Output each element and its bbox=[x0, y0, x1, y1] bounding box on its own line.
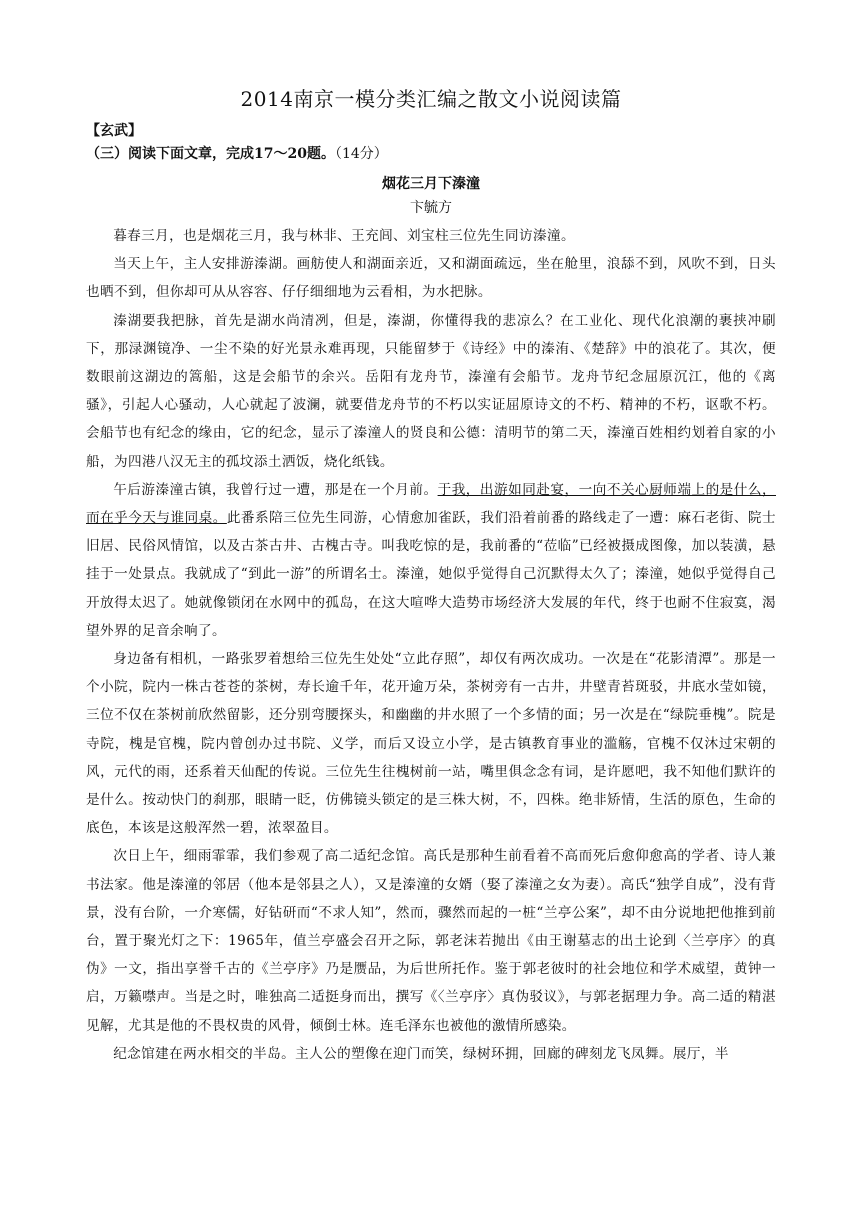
article-author: 卞毓方 bbox=[410, 200, 452, 216]
paragraph-2: 当天上午，主人安排游溱湖。画舫使人和湖面亲近，又和湖面疏远，坐在舱里，浪舔不到，风吹不到，日头也晒不到，但你却可从从容容、仔仔细细地为云看相，为水把脉。 bbox=[86, 256, 776, 301]
question-score: （14分） bbox=[334, 146, 388, 162]
underlined-sentence: 于我，出游如同赴宴，一向不关心厨师端上的是什么，而在乎今天与谁同桌。 bbox=[86, 481, 776, 527]
question-instruction: （三）阅读下面文章，完成17～20题。 bbox=[86, 146, 335, 162]
article-title: 烟花三月下溱潼 bbox=[382, 176, 480, 192]
paragraph-3: 溱湖要我把脉，首先是湖水尚清冽，但是，溱湖，你懂得我的悲凉么？在工业化、现代化浪潮的裹挟冲刷下，那渌渊镜净、一尘不染的好光景永难再现，只能留梦于《诗经》中的溱洧、《楚辞》中的浪花了。其次，便数眼前这湖边的篙船，这是会船节的余兴。岳阳有龙舟节，溱潼有会船节。龙舟节纪念屈原沉江，他的《离骚》，引起人心骚动，人心就起了波澜，就要借龙舟节的不朽以实证屈原诗文的不朽、精神的不朽，讴歌不朽。会船节也有纪念的缘由，它的纪念，显示了溱潼人的贤良和公德：清明节的第二天，溱潼百姓相约划着自家的小船，为四港八汉无主的孤坟添土洒饭，烧化纸钱。 bbox=[86, 312, 776, 470]
paragraph-5: 身边备有相机，一路张罗着想给三位先生处处“立此存照”，却仅有两次成功。一次是在“花影清潭”。那是一个小院，院内一株古苍苍的茶树，寿长逾千年，花开逾万朵，茶树旁有一古井，井壁青苔斑驳，井底水莹如镜，三位不仅在茶树前欣然留影，还分别弯腰探头，和幽幽的井水照了一个多情的面；另一次是在“绿院垂槐”。院是寺院，槐是官槐，院内曾创办过书院、义学，而后又设立小学，是古镇教育事业的滥觞，官槐不仅沐过宋朝的风，元代的雨，还系着天仙配的传说。三位先生往槐树前一站，嘴里俱念念有词，是许愿吧，我不知他们默许的是什么。按动快门的刹那，眼睛一眨，仿佛镜头锁定的是三株大树，不，四株。绝非矫情，生活的原色，生命的底色，本该是这般浑然一碧，浓翠盈目。 bbox=[86, 651, 776, 837]
document-title: 2014南京一模分类汇编之散文小说阅读篇 bbox=[240, 87, 622, 111]
paragraph-7: 纪念馆建在两水相交的半岛。主人公的塑像在迎门而笑，绿树环拥，回廊的碑刻龙飞凤舞。展厅，半 bbox=[113, 1045, 729, 1062]
paragraph-4 bbox=[86, 476, 776, 645]
paragraph-4-rest: 此番系陪三位先生同游，心情愈加雀跃，我们沿着前番的路线走了一遭：麻石老街、院士旧居、民俗风情馆，以及古茶古井、古槐古寺。叫我吃惊的是，我前番的“莅临”已经被摄成图像，加以装潢，悬挂于一处景点。我就成了“到此一游”的所谓名士。溱潼，她似乎觉得自己沉默得太久了；溱潼，她似乎觉得自己开放得太迟了。她就像锁闭在水网中的孤岛，在这大喧哗大造势市场经济大发展的年代，终于也耐不住寂寞，渴望外界的足音余响了。 bbox=[86, 510, 776, 639]
document-page bbox=[86, 84, 776, 1068]
paragraph-6: 次日上午，细雨霏霏，我们参观了高二适纪念馆。高氏是那种生前看着不高而死后愈仰愈高的学者、诗人兼书法家。他是溱潼的邻居（他本是邻县之人），又是溱潼的女婿（娶了溱潼之女为妻）。高氏“独学自成”，没有背景，没有台阶，一介寒儒，好钻研而“不求人知”，然而，骤然而起的一桩“兰亭公案”，却不由分说地把他推到前台，置于聚光灯之下：1965年，值兰亭盛会召开之际，郭老沫若抛出《由王谢墓志的出土论到〈兰亭序〉的真伪》一文，指出享誉千古的《兰亭序》乃是赝品，为后世所托作。鉴于郭老彼时的社会地位和学术威望，黄钟一启，万籁噤声。当是之时，唯独高二适挺身而出，撰写《〈兰亭序〉真伪驳议》，与郭老据理力争。高二适的精湛见解，尤其是他的不畏权贵的风骨，倾倒士林。连毛泽东也被他的激情所感染。 bbox=[86, 848, 776, 1034]
paragraph-1: 暮春三月，也是烟花三月，我与林非、王充闾、刘宝柱三位先生同访溱潼。 bbox=[113, 228, 575, 244]
paragraph-4-lead: 午后游溱潼古镇，我曾行过一遭，那是在一个月前。 bbox=[113, 481, 438, 498]
region-tag: 【玄武】 bbox=[86, 123, 142, 139]
question-header bbox=[86, 142, 776, 166]
